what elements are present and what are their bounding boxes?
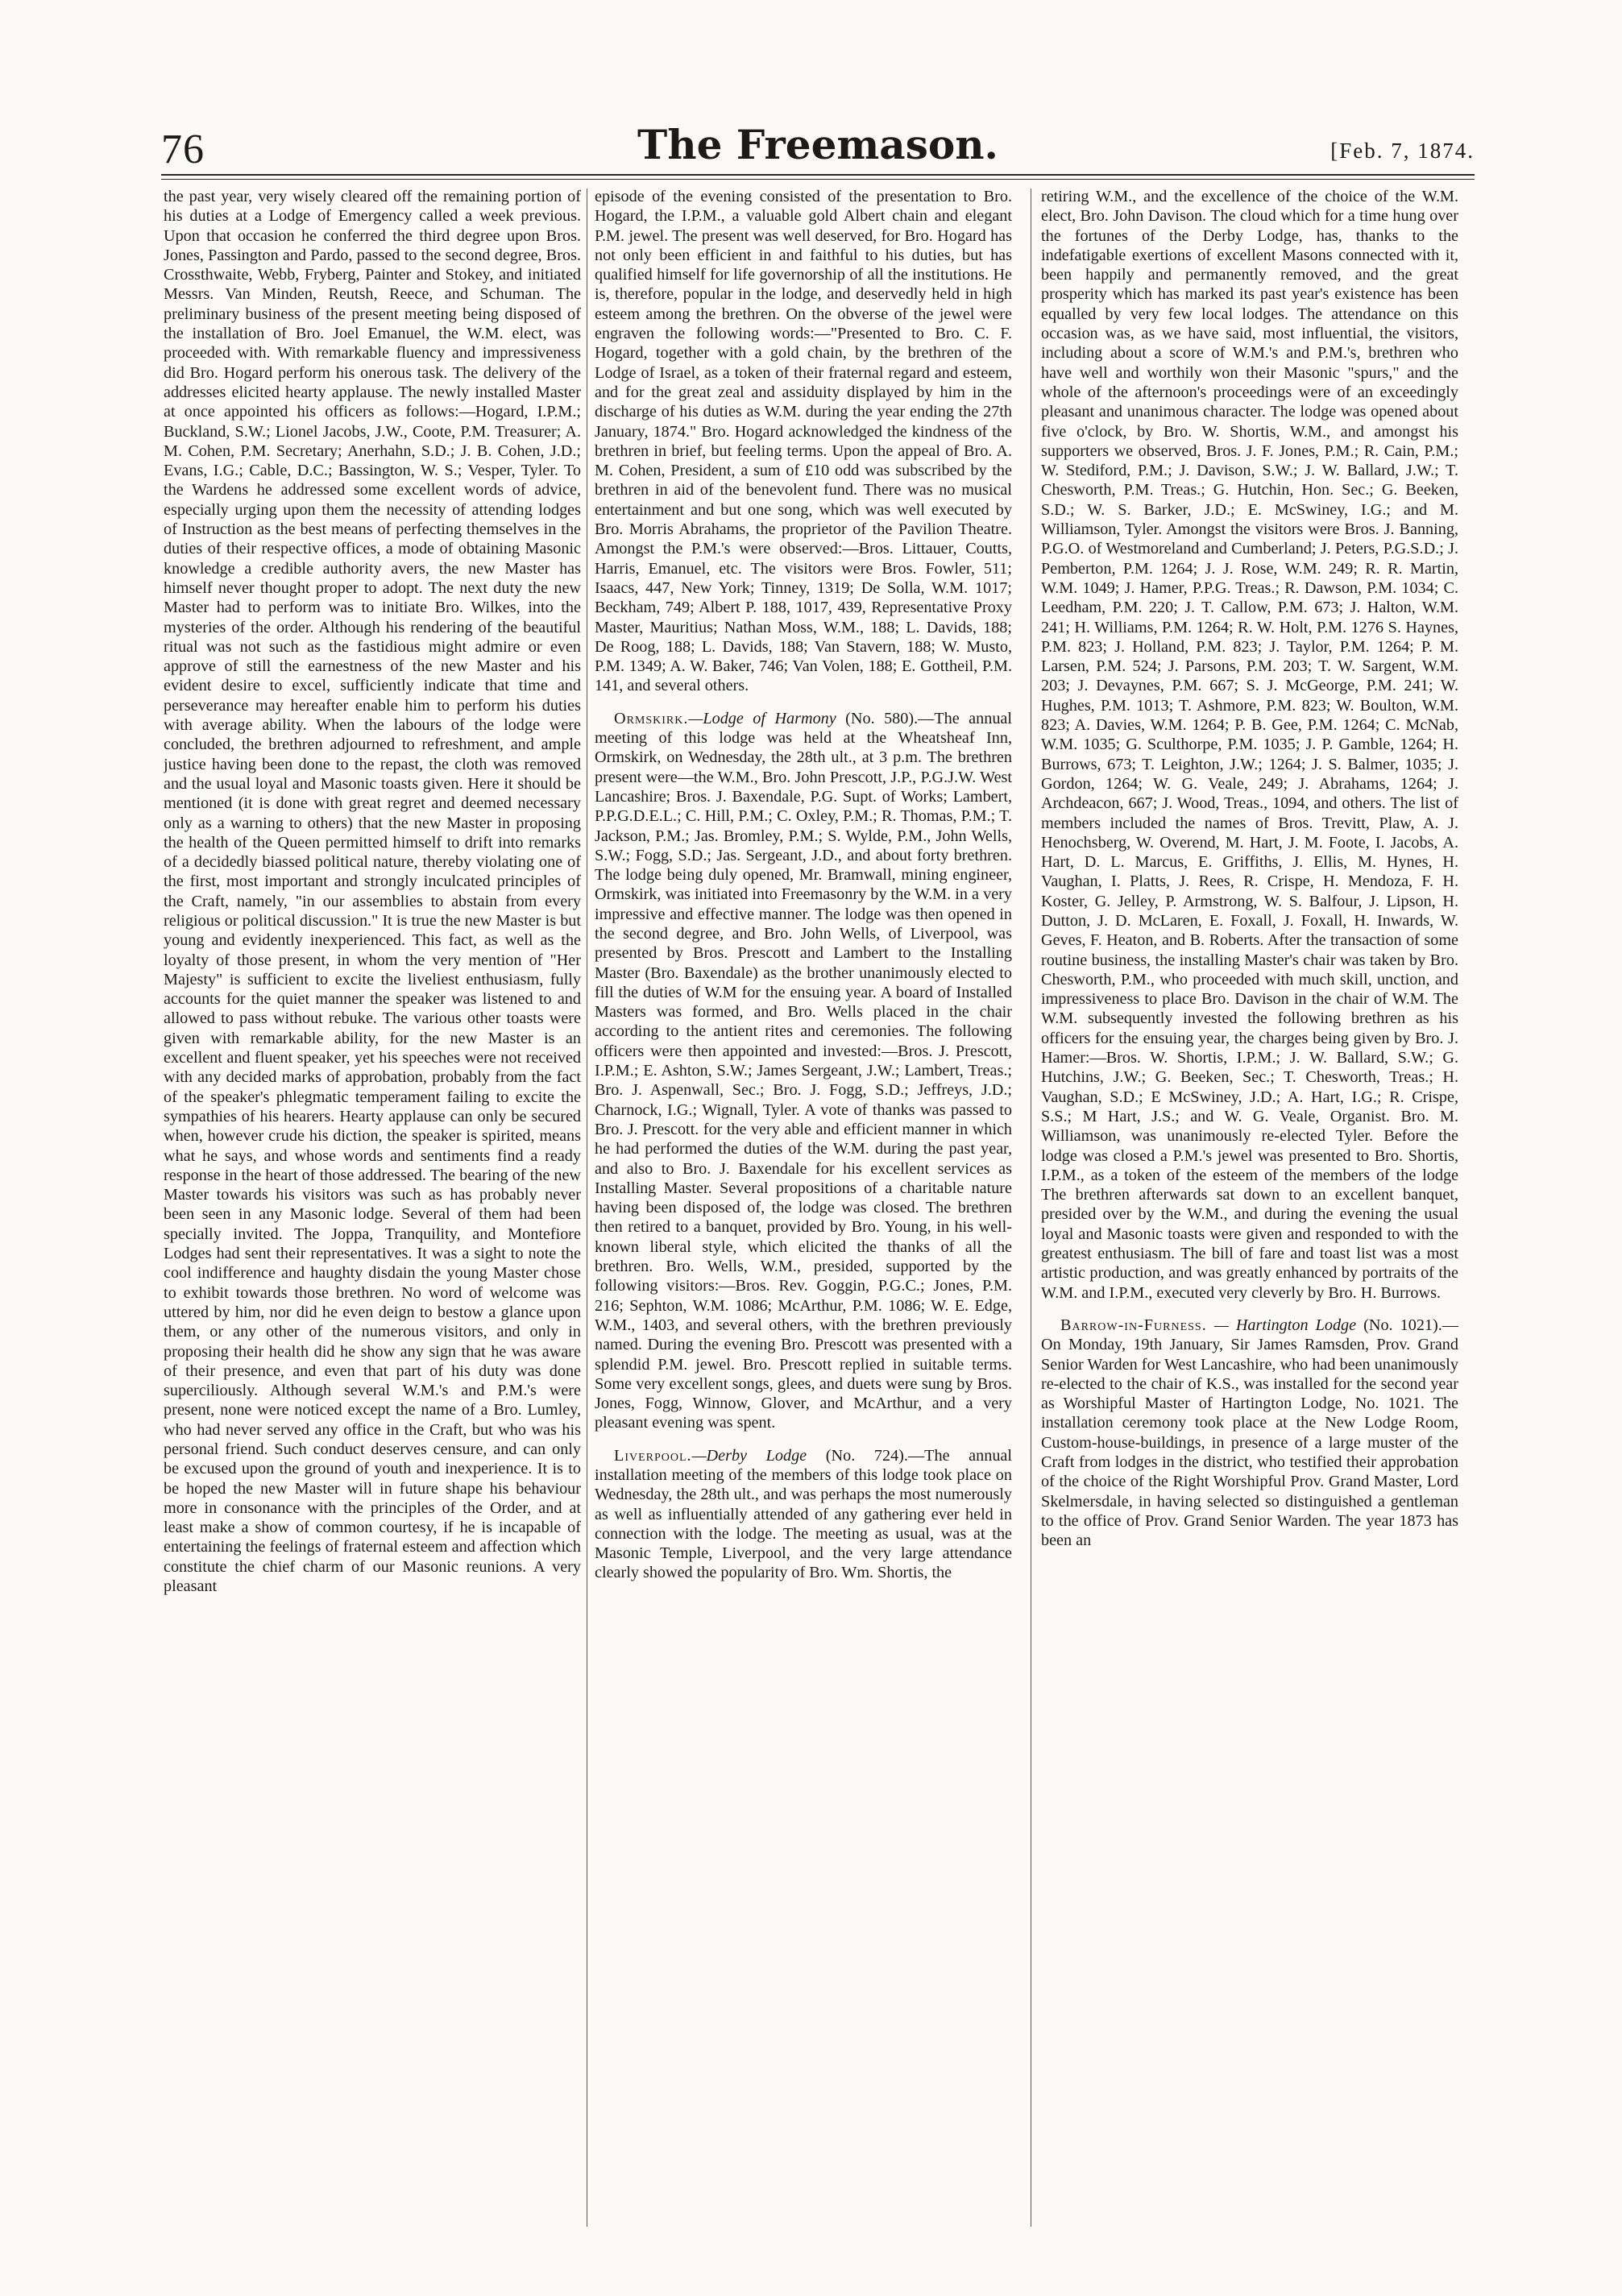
- issue-date: [Feb. 7, 1874.: [1330, 139, 1475, 163]
- article-paragraph: the past year, very wisely cleared off the remaining portion of his duties at a Lodge of Emergency called a week previous. Upon that occasion he conferred the third degree upon Bros. Jones, Passington and Pardo, passed to the second degree, Bros. Crossthwaite, Webb, Fryberg, Painter and Stokey, and initiated Messrs. Van Minden, Reutsh, Reece, and Schuman. The preliminary business of the present meeting being disposed of the installation of Bro. Joel Emanuel, the W.M. elect, was proceeded with. With remarkable fluency and impressiveness did Bro. Hogard perform his onerous task. The delivery of the addresses elicited hearty applause. The newly installed Master at once appointed his officers as follows:—Hogard, I.P.M.; Buckland, S.W.; Lionel Jacobs, J.W., Coote, P.M. Treasurer; A. M. Cohen, P.M. Secretary; Anerhahn, S.D.; J. B. Cohen, J.D.; Evans, I.G.; Cable, D.C.; Bassington, W. S.; Vesper, Tyler. To the Wardens he addressed some excellent words of advice, especially urging upon them the necessity of attending lodges of Instruction as the best means of perfecting themselves in the duties of their respective offices, a mode of obtaining Masonic knowledge a credible authority avers, the new Master has himself never thought proper to adopt. The next duty the new Master had to perform was to initiate Bro. Wilkes, into the mysteries of the order. Although his rendering of the beautiful ritual was not such as the fastidious might admire or even approve of still the earnestness of the new Master and his evident desire to excel, sufficiently indicate that time and perseverance may hereafter enable him to perform his duties with average ability. When the labours of the lodge were concluded, the brethren adjourned to refreshment, and ample justice having been done to the repast, the cloth was removed and the usual loyal and Masonic toasts given. Here it should be mentioned (it is done with great regret and deemed necessary only as a warning to others) that the new Master in proposing the health of the Queen permitted himself to drift into remarks of a decidedly biassed political nature, thereby violating one of the first, most important and strongly inculcated principles of the Craft, namely, "in our assemblies to abstain from every religious or political discussion." It is true the new Master is but young and evidently inexperienced. This fact, as well as the loyalty of those present, in whom the very mention of "Her Majesty" is sufficient to excite the liveliest enthusiasm, fully accounts for the quiet manner the speaker was listened to and allowed to pass without rebuke. The various other toasts were given with remarkable ability, for the new Master is an excellent and fluent speaker, yet his speeches were not received with any decided marks of approbation, probably from the fact of the speaker's phlegmatic temperament failing to excite the sympathies of his hearers. Hearty applause can only be secured when, however crude his diction, the speaker is spirited, means what he says, and whose words and sentiments find a ready response in the heart of those addressed. The bearing of the new Master towards his visitors was such as has probably never been seen in any Masonic lodge. Several of them had been specially invited. The Joppa, Tranquility, and Montefiore Lodges had sent their representatives. It was a sight to note the cool indifference and haughty disdain the young Master chose to exhibit towards those brethren. No word of welcome was uttered by him, nor did he even deign to bestow a glance upon them, or any other of the numerous visitors, and only in proposing their health did he show any sign that he was aware of their presence, and even that part of his duty was done superciliously. Although several W.M.'s and P.M.'s were present, none were noticed except the name of a Bro. Lumley, who had never served any office in the Craft, but who was his personal friend. Such conduct deserves censure, and can only be excused upon the ground of youth and inexperience. It is to be hoped the new Master will in future shape his behaviour more in consonance with the principles of the Order, and at least make a show of common courtesy, if he is incapable of entertaining the feelings of fraternal esteem and affection which constitute the chief charm of our Masonic reunions. A very pleasant: [164, 188, 581, 1596]
- article-column-1: [164, 187, 581, 2233]
- report-text: The annual meeting of this lodge was held at the Wheatsheaf Inn, Ormskirk, on Wednesday, the 28th ult., at 3 p.m. The brethren present were—the W.M., Bro. John Prescott, J.P., P.G.J.W. West Lancashire; Bros. J. Baxendale, P.G. Supt. of Works; Lambert, P.P.G.D.E.L.; C. Hill, P.M.; C. Oxley, P.M.; R. Thomas, P.M.; T. Jackson, P.M.; Jas. Bromley, P.M.; S. Wylde, P.M., John Wells, S.W.; Fogg, S.D.; Jas. Sergeant, J.D., and about forty brethren. The lodge being duly opened, Mr. Bramwall, mining engineer, Ormskirk, was initiated into Freemasonry by the W.M. in a very impressive and effective manner. The lodge was then opened in the second degree, and Bro. John Wells, of Liverpool, was presented by Bros. Prescott and Lambert to the Installing Master (Bro. Baxendale) as the brother unanimously elected to fill the duties of W.M for the ensuing year. A board of Installed Masters was formed, and Bro. Wells placed in the chair according to the antient rites and ceremonies. The following officers were then appointed and invested:—Bros. J. Prescott, I.P.M.; E. Ashton, S.W.; James Sergeant, J.W.; Lambert, Treas.; Bro. J. Aspenwall, Sec.; Bro. J. Fogg, S.D.; Jeffreys, J.D.; Charnock, I.G.; Wignall, Tyler. A vote of thanks was passed to Bro. J. Prescott. for the very able and efficient manner in which he had performed the duties of the W.M. during the past year, and also to Bro. J. Baxendale for his excellent services as Installing Master. Several propositions of a charitable nature having been disposed of, the lodge was closed. The brethren then retired to a banquet, provided by Bro. Young, in his well-known liberal style, which elicited the thanks of all the brethren. Bro. Wells, W.M., presided, supported by the following visitors:—Bros. Rev. Goggin, P.G.C.; Jones, P.M. 216; Sephton, W.M. 1086; McArthur, P.M. 1086; W. E. Edge, W.M., 1403, and several others, with the brethren previously named. During the evening Bro. Prescott was presented with a splendid P.M. jewel. Bro. Prescott replied in suitable terms. Some very excellent songs, glees, and duets were sung by Bros. Jones, Fogg, Winnow, Glover, and McArthur, and a very pleasant evening was spent.: [595, 709, 1012, 1432]
- report-heading: Liverpool.: [614, 1446, 692, 1465]
- lodge-name: —Derby Lodge: [691, 1446, 807, 1465]
- lodge-number: (No. 724).—: [807, 1446, 925, 1465]
- lodge-report-ormskirk: [595, 709, 1012, 1433]
- paper-title: The Freemason.: [637, 121, 998, 168]
- report-text: The annual installation meeting of the members of this lodge took place on Wednesday, the 28th ult., and was perhaps the most numerously as well as influentially attended of any gathering ever held in connection with the lodge. The meeting as usual, was at the Masonic Temple, Liverpool, and the very large attendance clearly showed the popularity of Bro. Wm. Shortis, the: [595, 1446, 1012, 1582]
- lodge-name: — Hartington Lodge: [1206, 1316, 1357, 1334]
- page-number: 76: [161, 126, 205, 172]
- report-text: (No. 1021).—On Monday, 19th January, Sir James Ramsden, Prov. Grand Senior Warden for West Lancashire, who had been unanimously re-elected to the chair of K.S., was installed for the second year as Worshipful Master of Hartington Lodge, No. 1021. The installation ceremony took place at the New Lodge Room, Custom-house-buildings, in presence of a large muster of the Craft from lodges in the district, who testified their approbation of the choice of the Right Worshipful Prov. Grand Master, Lord Skelmersdale, in having selected so distinguished a gentleman to the office of Prov. Grand Senior Warden. The year 1873 has been an: [1041, 1316, 1458, 1550]
- masthead-rule-thin: [161, 179, 1475, 180]
- article-column-3: [1041, 187, 1458, 2233]
- lodge-name: —Lodge of Harmony: [688, 709, 836, 727]
- lodge-report-liverpool: [595, 1446, 1012, 1583]
- masthead-rule: [161, 174, 1475, 176]
- article-paragraph: retiring W.M., and the excellence of the choice of the W.M. elect, Bro. John Davison. The cloud which for a time hung over the fortunes of the Derby Lodge, has, thanks to the indefatigable exertions of excellent Masons connected with it, been happily and permanently removed, and the great prosperity which has marked its past year's existence has been equalled by very few local lodges. The attendance on this occasion was, as we have said, most influential, the visitors, including about a score of W.M.'s and P.M.'s, brethren who have well and worthily won their Masonic "spurs," and the whole of the afternoon's proceedings were of an exceedingly pleasant and unanimous character. The lodge was opened about five o'clock, by Bro. W. Shortis, W.M., and amongst his supporters we observed, Bros. J. F. Jones, P.M.; R. Cain, P.M.; W. Stediford, P.M.; J. Davison, S.W.; J. W. Ballard, J.W.; T. Chesworth, P.M. Treas.; G. Hutchin, Hon. Sec.; G. Beeken, S.D.; W. S. Barker, J.D.; E. McSwiney, I.G.; and M. Williamson, Tyler. Amongst the visitors were Bros. J. Banning, P.G.O. of Westmoreland and Cumberland; J. Peters, P.G.S.D.; J. Pemberton, P.M. 1264; J. J. Rose, W.M. 249; R. R. Martin, W.M. 1049; J. Hamer, P.P.G. Treas.; R. Dawson, P.M. 1034; C. Leedham, P.M. 220; J. T. Callow, P.M. 673; J. Halton, W.M. 241; H. Williams, P.M. 1264; R. W. Holt, P.M. 1276 S. Haynes, P.M. 823; J. Holland, P.M. 823; J. Taylor, P.M. 1264; P. M. Larsen, P.M. 524; J. Parsons, P.M. 203; T. W. Sargent, W.M. 203; J. Devaynes, P.M. 667; S. J. McGeorge, P.M. 241; W. Hughes, P.M. 1013; T. Ashmore, P.M. 823; W. Boulton, W.M. 823; A. Davies, W.M. 1264; P. B. Gee, P.M. 1264; C. McNab, W.M. 1035; G. Sculthorpe, P.M. 1035; J. P. Gamble, 1264; H. Burrows, 673; T. Leighton, J.W.; 1264; J. S. Balmer, 1035; J. Gordon, 1264; W. G. Veale, 249; J. Abrahams, 1264; J. Archdeacon, 667; J. Wood, Treas., 1094, and others. The list of members included the names of Bros. Trevitt, Plaw, A. J. Henochsberg, W. Overend, M. Hart, J. M. Foote, I. Jacobs, A. Hart, D. L. Marcus, E. Griffiths, J. Ellis, M. Hynes, H. Vaughan, I. Platts, J. Rees, R. Crispe, H. Mendoza, F. H. Koster, G. Jelley, P. Armstrong, W. S. Balfour, J. Lipson, H. Dutton, J. D. McLaren, E. Foxall, J. Foxall, H. Inwards, W. Geves, F. Heaton, and B. Roberts. After the transaction of some routine business, the installing Master's chair was taken by Bro. Chesworth, P.M., who proceeded with much skill, unction, and impressiveness to place Bro. Davison in the chair of W.M. The W.M. subsequently invested the following brethren as his officers for the ensuing year, the charges being given by Bro. J. Hamer:—Bros. W. Shortis, I.P.M.; J. W. Ballard, S.W.; G. Hutchins, J.W.; G. Beeken, Sec.; T. Chesworth, Treas.; H. Vaughan, S.D.; E McSwiney, J.D.; A. Hart, I.G.; R. Crispe, S.S.; M Hart, J.S.; and W. G. Veale, Organist. Bro. M. Williamson, was unanimously re-elected Tyler. Before the lodge was closed a P.M.'s jewel was presented to Bro. Shortis, I.P.M., as a token of the esteem of the members of the lodge The brethren afterwards sat down to an excellent banquet, presided over by the W.M., and during the evening the usual loyal and Masonic toasts were given and responded to with the greatest enthusiasm. The bill of fare and toast list was a most artistic production, and was greatly enhanced by portraits of the W.M. and I.P.M., executed very cleverly by Bro. H. Burrows.: [1041, 188, 1458, 1302]
- report-heading: Barrow-in-Furness.: [1060, 1316, 1207, 1334]
- lodge-report-barrow: [1041, 1316, 1458, 1551]
- masthead: [161, 121, 1475, 172]
- article-paragraph: episode of the evening consisted of the presentation to Bro. Hogard, the I.P.M., a valuable gold Albert chain and elegant P.M. jewel. The present was well deserved, for Bro. Hogard has not only been efficient in and faithful to his duties, but has qualified himself for life governorship of all the institutions. He is, therefore, popular in the lodge, and deservedly held in high esteem among the brethren. On the obverse of the jewel were engraven the following words:—"Presented to Bro. C. F. Hogard, together with a gold chain, by the brethren of the Lodge of Israel, as a token of their fraternal regard and esteem, and for the great zeal and assiduity displayed by him in the discharge of his duties as W.M. during the year ending the 27th January, 1874." Bro. Hogard acknowledged the kindness of the brethren in brief, but feeling terms. Upon the appeal of Bro. A. M. Cohen, President, a sum of £10 odd was subscribed by the brethren in aid of the benevolent fund. There was no musical entertainment and but one song, which was well executed by Bro. Morris Abrahams, the proprietor of the Pavilion Theatre. Amongst the P.M.'s were observed:—Bros. Littauer, Coutts, Harris, Emanuel, etc. The visitors were Bros. Fowler, 511; Isaacs, 447, New York; Tinney, 1319; De Solla, W.M. 1017; Beckham, 749; Albert P. 188, 1017, 439, Representative Proxy Master, Mauritius; Nathan Moss, W.M., 188; L. Davids, 188; De Roog, 188; L. Davids, 188; Van Stavern, 188; W. Musto, P.M. 1349; A. W. Baker, 746; Van Volen, 188; E. Gottheil, P.M. 141, and several others.: [595, 188, 1012, 695]
- article-column-2: [595, 187, 1012, 2233]
- lodge-number: (No. 580).—: [836, 709, 935, 727]
- report-heading: Ormskirk.: [614, 709, 689, 727]
